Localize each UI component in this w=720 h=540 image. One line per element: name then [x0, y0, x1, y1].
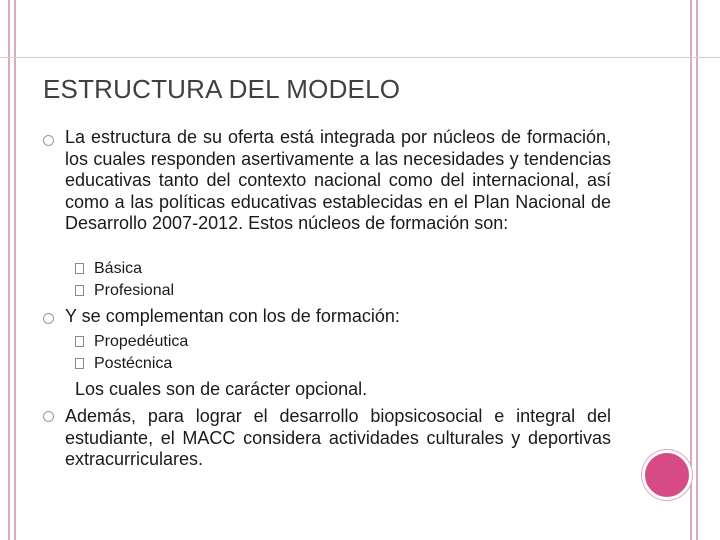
title-divider [0, 57, 720, 58]
sub-item-label: Postécnica [94, 355, 173, 372]
paragraph-ademas: Además, para lograr el desarrollo biopsicosocial e integral del estudiante, el MACC considera actividades culturales y deportivas extracurriculares. [65, 406, 611, 469]
optional-note: Los cuales son de carácter opcional. [75, 379, 368, 399]
sub-item-propedeutica [75, 332, 188, 352]
right-border-rule-inner [690, 0, 692, 540]
bullet-circle-icon [43, 313, 54, 324]
sub-item-postecnica [75, 354, 172, 374]
checkbox-icon [75, 285, 84, 296]
bullet-circle-icon [43, 135, 54, 146]
right-border-rule-outer [696, 0, 698, 540]
left-border-rule-outer [8, 0, 10, 540]
sub-item-label: Básica [94, 260, 143, 277]
left-border-rule-inner [14, 0, 16, 540]
checkbox-icon [75, 358, 84, 369]
sub-item-profesional [75, 281, 174, 301]
checkbox-icon [75, 263, 84, 274]
paragraph-complementan: Y se complementan con los de formación: [65, 306, 400, 326]
bullet-circle-icon [43, 411, 54, 422]
sub-item-basica [75, 259, 142, 279]
paragraph-estructura: La estructura de su oferta está integrada por núcleos de formación, los cuales responden asertivamente a las necesidades y tendencias educativas tanto del contexto nacional como del internacional, así como a las políticas educativas establecidas en el Plan Nacional de Desarrollo 2007-2012. Estos núcleos de formación son: [65, 127, 611, 233]
decorative-circle [642, 450, 692, 500]
slide-title: ESTRUCTURA DEL MODELO [43, 74, 401, 104]
sub-item-label: Propedéutica [94, 333, 189, 350]
sub-item-label: Profesional [94, 282, 175, 299]
checkbox-icon [75, 336, 84, 347]
